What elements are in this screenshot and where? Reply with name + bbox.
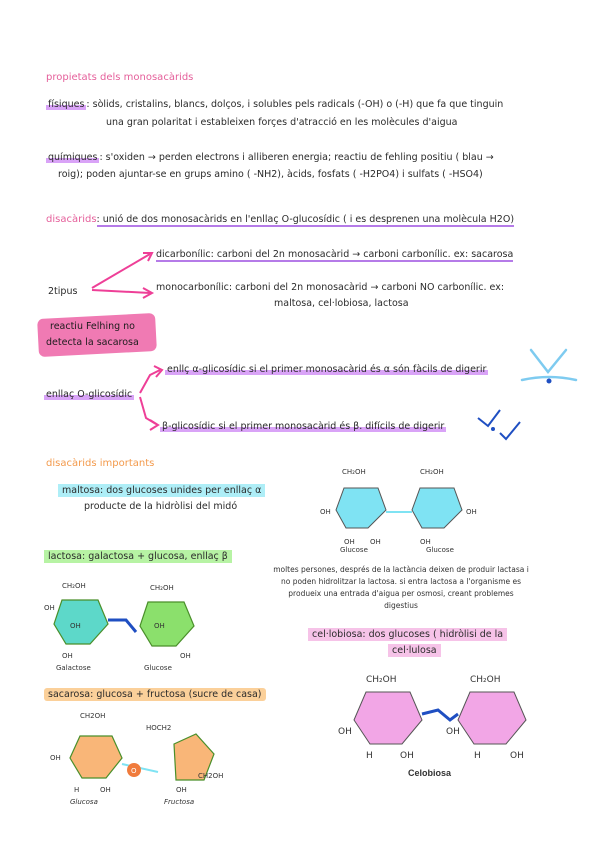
- lactose-ring-glucose: [140, 602, 194, 646]
- lactosa-title: lactosa: galactosa + glucosa, enllaç β: [44, 550, 232, 563]
- lactose-oh-4: OH: [62, 652, 73, 660]
- lactose-oh-5: OH: [180, 652, 191, 660]
- maltose-oh-1: OH: [320, 508, 331, 516]
- disacarids-definition: : unió de dos monosacàrids en l'enllaç O-glucosídic ( i es desprenen una molècula H2O): [96, 214, 515, 225]
- beta-text: [160, 418, 446, 435]
- arrow-to-alpha: [140, 370, 160, 393]
- lactose-ch2oh-1: CH₂OH: [62, 582, 86, 590]
- celo-line-1: [308, 626, 507, 643]
- lactosa-note: moltes persones, després de la lactància deixen de produir lactasa i no poden hidrolitzar la lactosa. si entra lactosa a l'organisme es produeix una entrada d'aigua per osmosi, creant problemes digestius: [273, 565, 529, 610]
- maltose-label-glucose-1: Glucose: [340, 546, 368, 554]
- sacarosa-title: sacarosa: glucosa + fructosa (sucre de casa): [44, 688, 266, 701]
- dicarbonilic-text: [156, 246, 513, 263]
- maltose-label-glucose-2: Glucose: [426, 546, 454, 554]
- sucrose-molecule: [46, 708, 246, 808]
- maltose-ring-2: [412, 488, 462, 528]
- lactose-bond-icon: [108, 620, 136, 632]
- lactose-label-galactose: Galactose: [56, 664, 91, 672]
- alpha-doodle-icon: [531, 350, 566, 372]
- fehling-note-line-1: reactiu Felhing no: [50, 321, 135, 332]
- alpha-doodle-dot-icon: [547, 379, 552, 384]
- monocarbonilic-text-1: monocarbonílic: carboni del 2n monosacàrid → carboni NO carbonílic. ex:: [156, 282, 505, 293]
- maltose-ch2oh-2: CH₂OH: [420, 468, 444, 476]
- cellobiose-ho-2: OH: [446, 727, 460, 737]
- arrowhead-beta: [150, 420, 158, 430]
- maltosa-line-1: [58, 482, 265, 499]
- enllac-text: enllaç O-glicosídic: [46, 389, 133, 400]
- sucrose-ch2oh-2: CH2OH: [198, 772, 224, 780]
- lactose-oh-1: OH: [70, 622, 81, 630]
- beta-check-icon: [500, 422, 520, 439]
- lactose-ch2oh-2: CH₂OH: [150, 584, 174, 592]
- maltose-oh-3: OH: [370, 538, 381, 546]
- arrow-to-beta: [140, 397, 156, 424]
- sacarosa-line: [44, 686, 266, 703]
- alpha-text: [165, 361, 488, 378]
- quimiques-text-2: roig); poden ajuntar-se en grups amino ( -NH2), àcids, fosfats ( -H2PO4) i sulfats ( -HSO4): [58, 169, 483, 180]
- lactose-oh-2: OH: [154, 622, 165, 630]
- sucrose-oh-2: OH: [100, 786, 111, 794]
- cellobiose-ch2oh-2: CH₂OH: [470, 675, 501, 685]
- section-title-importants: disacàrids importants: [46, 458, 155, 469]
- beta-doodle-dot-icon: [491, 427, 495, 431]
- quimiques-text-1: : s'oxiden → perden electrons i alliberen energia; reactiu de fehling positiu ( blau →: [99, 152, 494, 163]
- maltosa-title: maltosa: dos glucoses unides per enllaç α: [58, 484, 265, 497]
- monocarbonilic-text-2: maltosa, cel·lobiosa, lactosa: [274, 298, 409, 309]
- arrow-to-monocarbonilic: [92, 290, 150, 293]
- sucrose-oh-1: OH: [50, 754, 61, 762]
- tipus-label: 2tipus: [48, 286, 78, 297]
- sucrose-label-fructosa: Fructosa: [164, 798, 195, 806]
- sucrose-oh-3: OH: [176, 786, 187, 794]
- lactose-label-glucose: Glucose: [144, 664, 172, 672]
- lactosa-line: [44, 548, 232, 565]
- sucrose-o-label: O: [131, 767, 137, 775]
- sucrose-h-1: H: [74, 786, 80, 794]
- cellobiose-ring-2: [458, 692, 526, 744]
- lactose-oh-3: OH: [44, 604, 55, 612]
- beta-doodle-icon: [478, 410, 500, 426]
- sucrose-ring-glucose: [70, 736, 122, 778]
- maltose-oh-2: OH: [344, 538, 355, 546]
- arrow-to-dicarbonilic: [92, 254, 150, 288]
- cellobiose-molecule: [330, 662, 550, 780]
- fehling-note-line-2: detecta la sacarosa: [46, 337, 139, 348]
- celobiosa-title: cel·lobiosa: dos glucoses ( hidròlisi de la: [308, 628, 507, 641]
- alpha-label: enllç α-glicosídic si el primer monosacàrid és α són fàcils de digerir: [167, 364, 487, 375]
- lactose-ring-galactose: [54, 600, 108, 644]
- maltosa-line-2: producte de la hidròlisi del midó: [84, 501, 238, 512]
- fisiques-text-2: una gran polaritat i estableixen forçes d'atracció en les molècules d'aigua: [106, 117, 458, 128]
- celo-line-2: [388, 642, 441, 659]
- cellobiose-oh-2: OH: [510, 751, 524, 761]
- maltose-oh-5: OH: [466, 508, 477, 516]
- maltose-oh-4: OH: [420, 538, 431, 546]
- cellobiose-ring-1: [354, 692, 422, 744]
- lactose-molecule: [40, 580, 220, 672]
- section-title-propietats: propietats dels monosacàrids: [46, 72, 194, 83]
- cellobiose-oh-1: OH: [400, 751, 414, 761]
- fisiques-label: físiques: [48, 99, 85, 110]
- maltose-molecule: [316, 462, 496, 554]
- dicarbonilic-label: dicarbonílic: carboni del 2n monosacàrid → carboni carbonílic. ex: sacarosa: [156, 249, 514, 260]
- sucrose-ch2oh: CH2OH: [80, 712, 106, 720]
- cellobiose-label: Celobiosa: [408, 768, 452, 778]
- sucrose-label-glucosa: Glucosa: [70, 798, 98, 806]
- cellobiose-h-1: H: [366, 751, 373, 761]
- enllac-label: [44, 386, 134, 403]
- cellobiose-h-2: H: [474, 751, 481, 761]
- sucrose-hoch2: HOCH2: [146, 724, 172, 732]
- celobiosa-subtitle: cel·lulosa: [388, 644, 441, 657]
- cellobiose-bond-icon: [422, 710, 458, 720]
- beta-label: β-glicosídic si el primer monosacàrid és β. difícils de digerir: [162, 421, 445, 432]
- maltose-ring-1: [336, 488, 386, 528]
- fisiques-text-1: : sòlids, cristalins, blancs, dolços, i solubles pels radicals (-OH) o (-H) que fa que tinguin: [86, 99, 504, 110]
- disacarids-label: disacàrids: [46, 214, 97, 225]
- maltose-ch2oh-1: CH₂OH: [342, 468, 366, 476]
- cellobiose-ch2oh-1: CH₂OH: [366, 675, 397, 685]
- quimiques-label: químiques: [48, 152, 98, 163]
- cellobiose-ho-1: OH: [338, 727, 352, 737]
